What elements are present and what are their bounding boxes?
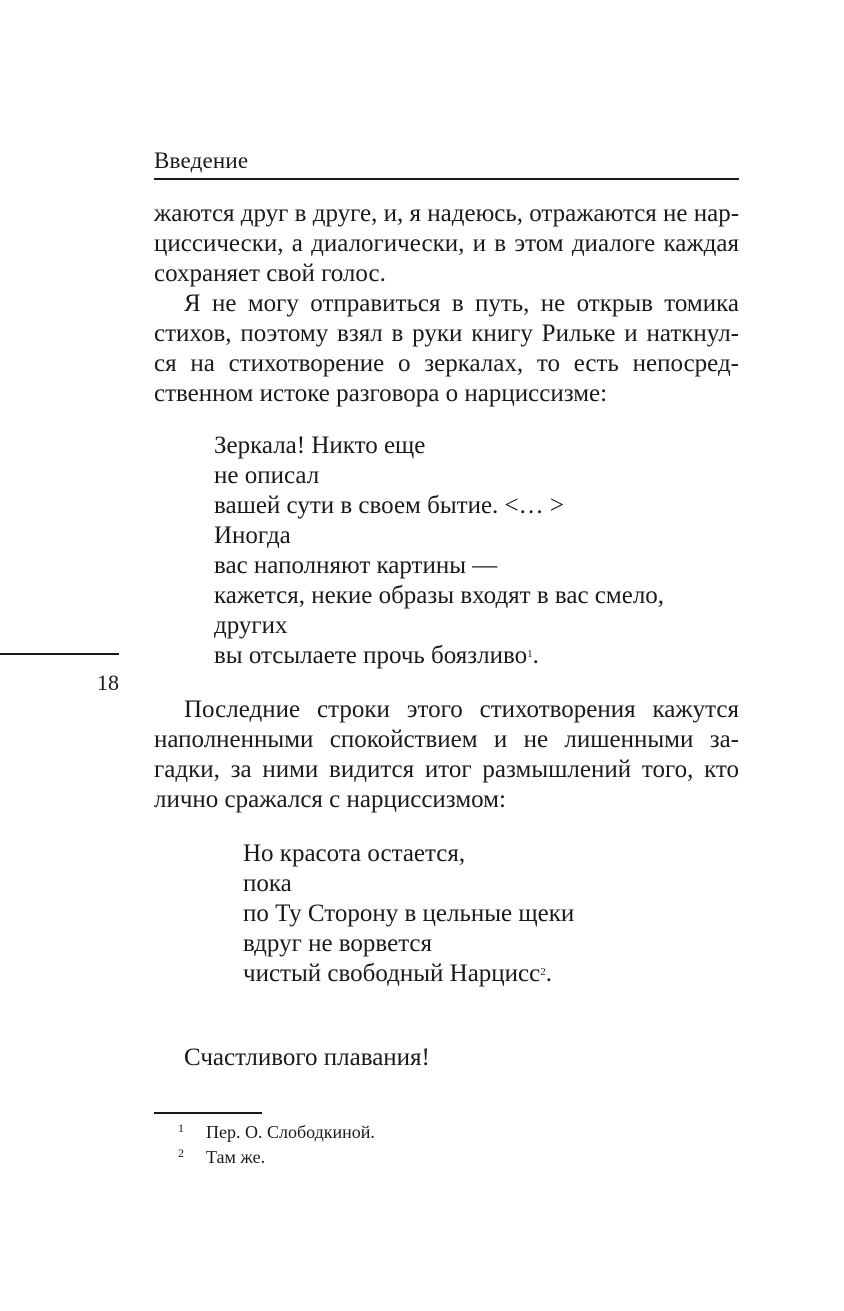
footnote-text: Пер. О. Слободкиной. xyxy=(206,1122,375,1142)
poem-line-text: чистый свободный Нарцисс xyxy=(243,960,541,987)
paragraph-line: Последние строки этого стихотворения кажутся xyxy=(184,696,739,723)
paragraph-line: ся на стихотворение о зеркалах, то есть непосред- xyxy=(154,350,739,377)
poem-line: пока xyxy=(243,870,292,897)
poem-line-last: чистый свободный Нарцисс$^2$. xyxy=(243,960,553,987)
running-header-title: Введение xyxy=(154,148,249,173)
footnote-ref[interactable]: 1 xyxy=(527,648,533,660)
paragraph-line: ственном истоке разговора о нарциссизме: xyxy=(154,380,608,407)
footnote-ref[interactable]: 2 xyxy=(540,966,546,978)
paragraph-line: стихов, поэтому взял в руки книгу Рильке и наткнул- xyxy=(154,320,739,347)
paragraph-line: жаются друг в друге, и, я надеюсь, отражаются не нар- xyxy=(154,200,740,227)
poem-line: не описал xyxy=(214,462,320,489)
paragraph-line: циссически, а диалогически, и в этом диалоге каждая xyxy=(154,230,739,257)
poem-line-text: вы отсылаете прочь боязливо xyxy=(214,642,528,669)
footnote-mark: 1 xyxy=(178,1121,184,1135)
poem-line: кажется, некие образы входят в вас смело, xyxy=(214,582,665,609)
poem-line: по Ту Сторону в цельные щеки xyxy=(243,900,575,927)
paragraph-line: лично сражался с нарциссизмом: xyxy=(154,786,506,813)
poem-line: Иногда xyxy=(214,522,291,549)
header-rule xyxy=(154,178,739,180)
footnote-text: Там же. xyxy=(206,1147,266,1167)
closing-line: Счастливого плавания! xyxy=(184,1044,430,1071)
poem-line: вашей сути в своем бытие. <… > xyxy=(214,492,564,519)
poem-line: других xyxy=(214,612,288,639)
footnote xyxy=(178,1122,375,1143)
margin-rule xyxy=(0,653,119,655)
page-number: 18 xyxy=(97,670,119,695)
paragraph-line: наполненными спокойствием и не лишенными за- xyxy=(154,726,739,753)
footnote-mark: 2 xyxy=(178,1146,184,1160)
footnote xyxy=(178,1147,265,1168)
poem-line: вдруг не ворвется xyxy=(243,930,433,957)
paragraph-line: Я не могу отправиться в путь, не открыв томика xyxy=(184,290,739,317)
poem-line-last: вы отсылаете прочь боязливо$^1$. xyxy=(214,642,539,669)
poem-line: Но красота остается, xyxy=(243,840,466,867)
poem-line: Зеркала! Никто еще xyxy=(214,432,426,459)
footnote-rule xyxy=(154,1112,262,1114)
paragraph-line: гадки, за ними видится итог размышлений того, кто xyxy=(154,756,739,783)
paragraph-line: сохраняет свой голос. xyxy=(154,260,386,287)
poem-line: вас наполняют картины — xyxy=(214,552,498,579)
